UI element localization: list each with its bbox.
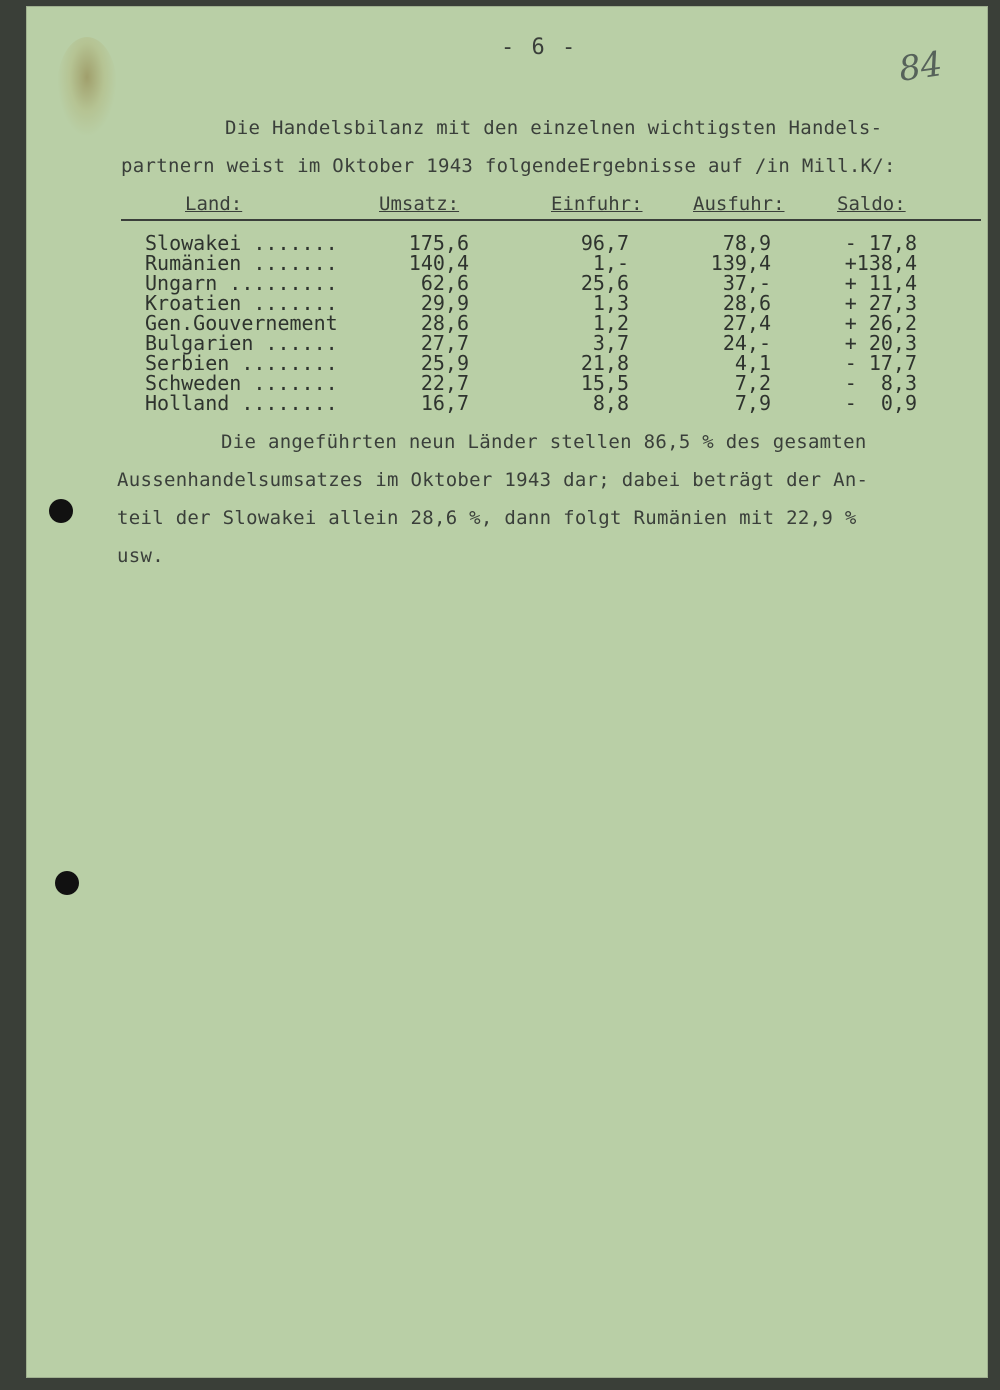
cell-saldo: + 11,4 xyxy=(844,271,917,295)
table-row xyxy=(27,393,987,413)
conclusion-line-1: Die angeführten neun Länder stellen 86,5 % des gesamten xyxy=(221,431,867,453)
header-saldo: Saldo: xyxy=(837,193,906,215)
punch-hole xyxy=(55,871,79,895)
cell-ausfuhr: 24,- xyxy=(722,331,771,355)
cell-umsatz: 27,7 xyxy=(420,331,469,355)
cell-land: Holland ........ xyxy=(145,391,338,415)
header-ausfuhr: Ausfuhr: xyxy=(693,193,785,215)
cell-land: Slowakei ....... xyxy=(145,231,338,255)
cell-umsatz: 25,9 xyxy=(420,351,469,375)
cell-umsatz: 140,4 xyxy=(408,251,469,275)
cell-umsatz: 22,7 xyxy=(420,371,469,395)
cell-saldo: - 17,7 xyxy=(844,351,917,375)
cell-ausfuhr: 28,6 xyxy=(722,291,771,315)
header-umsatz: Umsatz: xyxy=(379,193,460,215)
cell-ausfuhr: 139,4 xyxy=(710,251,771,275)
cell-land: Serbien ........ xyxy=(145,351,338,375)
table-row xyxy=(27,273,987,293)
cell-einfuhr: 1,2 xyxy=(592,311,629,335)
stain-mark xyxy=(57,37,117,137)
header-land: Land: xyxy=(185,193,243,215)
cell-einfuhr: 1,3 xyxy=(592,291,629,315)
cell-einfuhr: 25,6 xyxy=(580,271,629,295)
cell-umsatz: 175,6 xyxy=(408,231,469,255)
intro-line-2: partnern weist im Oktober 1943 folgendeErgebnisse auf /in Mill.K/: xyxy=(121,155,896,177)
cell-saldo: +138,4 xyxy=(844,251,917,275)
cell-saldo: - 0,9 xyxy=(844,391,917,415)
cell-einfuhr: 96,7 xyxy=(580,231,629,255)
conclusion-line-2: Aussenhandelsumsatzes im Oktober 1943 dar; dabei beträgt der An- xyxy=(117,469,869,491)
header-einfuhr: Einfuhr: xyxy=(551,193,643,215)
cell-saldo: - 8,3 xyxy=(844,371,917,395)
table-row xyxy=(27,253,987,273)
conclusion-line-4: usw. xyxy=(117,545,164,567)
conclusion-line-3: teil der Slowakei allein 28,6 %, dann folgt Rumänien mit 22,9 % xyxy=(117,507,857,529)
intro-line-1: Die Handelsbilanz mit den einzelnen wichtigsten Handels- xyxy=(225,117,883,139)
cell-saldo: - 17,8 xyxy=(844,231,917,255)
table-row xyxy=(27,313,987,333)
cell-umsatz: 62,6 xyxy=(420,271,469,295)
cell-einfuhr: 15,5 xyxy=(580,371,629,395)
cell-land: Schweden ....... xyxy=(145,371,338,395)
table-header xyxy=(121,189,981,221)
cell-saldo: + 26,2 xyxy=(844,311,917,335)
cell-umsatz: 16,7 xyxy=(420,391,469,415)
cell-ausfuhr: 37,- xyxy=(722,271,771,295)
table-row xyxy=(27,373,987,393)
cell-ausfuhr: 7,2 xyxy=(734,371,771,395)
cell-saldo: + 20,3 xyxy=(844,331,917,355)
handwritten-folio-number: 84 xyxy=(896,44,945,90)
table-row xyxy=(27,293,987,313)
cell-einfuhr: 3,7 xyxy=(592,331,629,355)
cell-land: Rumänien ....... xyxy=(145,251,338,275)
table-row xyxy=(27,333,987,353)
cell-ausfuhr: 7,9 xyxy=(734,391,771,415)
cell-land: Ungarn ......... xyxy=(145,271,338,295)
cell-saldo: + 27,3 xyxy=(844,291,917,315)
cell-land: Gen.Gouvernement xyxy=(145,311,338,335)
cell-ausfuhr: 78,9 xyxy=(722,231,771,255)
cell-umsatz: 28,6 xyxy=(420,311,469,335)
table-row xyxy=(27,233,987,253)
cell-einfuhr: 8,8 xyxy=(592,391,629,415)
document-page xyxy=(26,6,988,1378)
cell-einfuhr: 1,- xyxy=(592,251,629,275)
cell-land: Kroatien ....... xyxy=(145,291,338,315)
table-row xyxy=(27,353,987,373)
cell-land: Bulgarien ...... xyxy=(145,331,338,355)
cell-ausfuhr: 27,4 xyxy=(722,311,771,335)
page-number: - 6 - xyxy=(501,35,578,60)
cell-umsatz: 29,9 xyxy=(420,291,469,315)
cell-ausfuhr: 4,1 xyxy=(734,351,771,375)
cell-einfuhr: 21,8 xyxy=(580,351,629,375)
punch-hole xyxy=(49,499,73,523)
